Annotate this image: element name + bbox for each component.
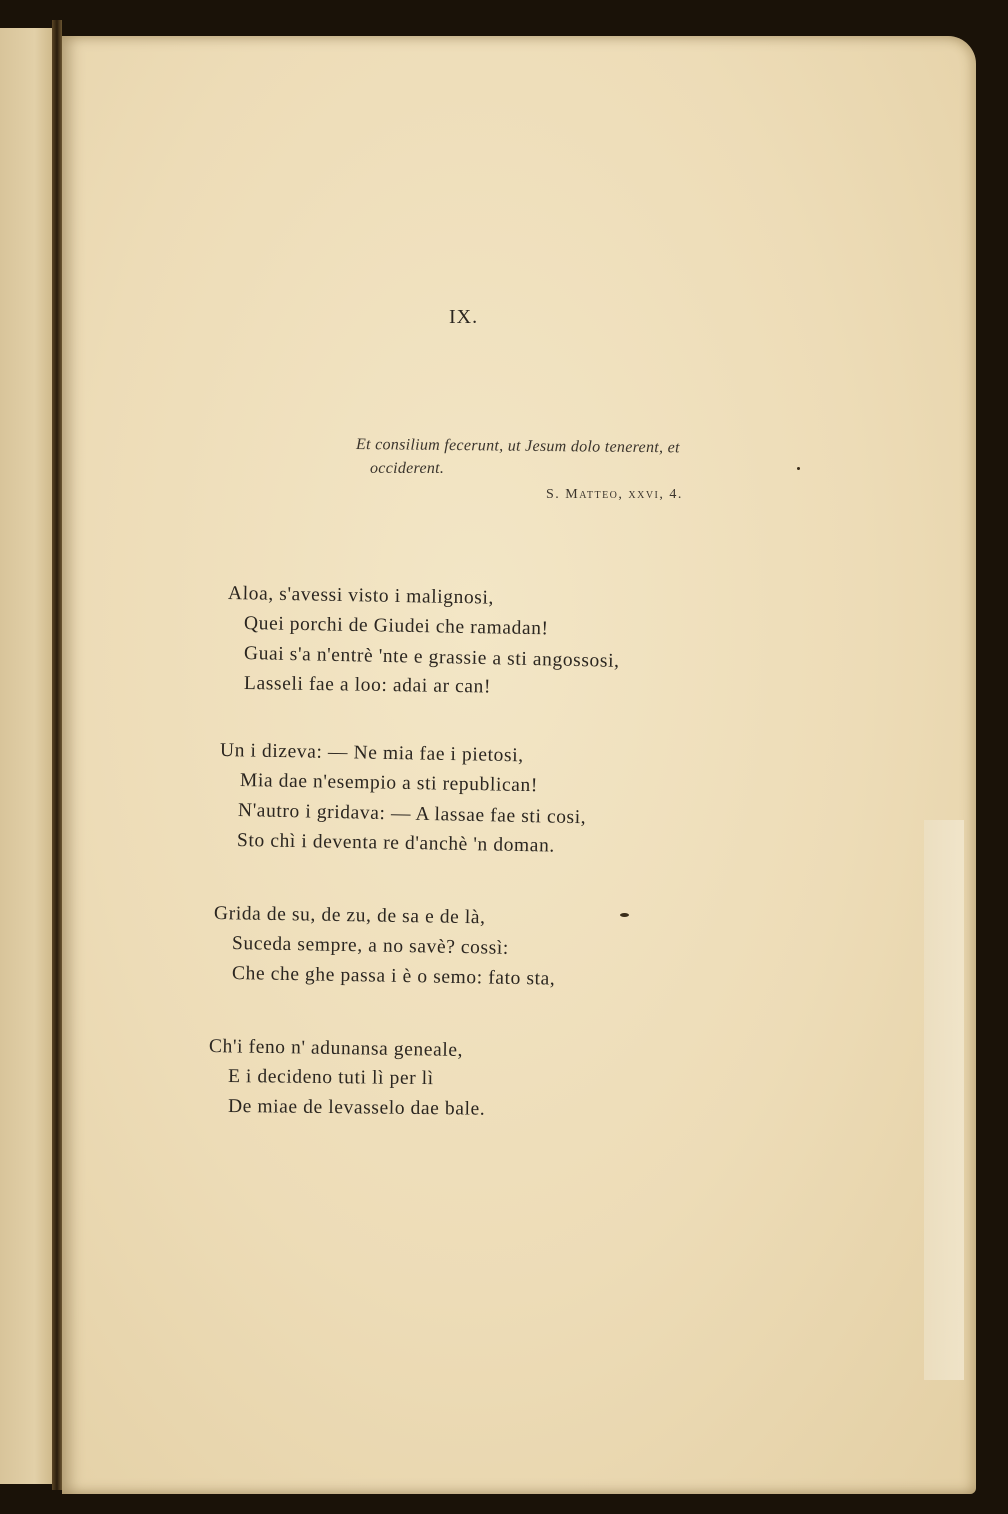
stanza-1-line-1: Aloa, s'avessi visto i malignosi, <box>227 583 495 609</box>
ink-speck <box>797 467 800 470</box>
stanza-1-line-3: Guai s'a n'entrè 'nte e grassie a sti angossosi, <box>243 643 620 672</box>
left-page-edge <box>0 28 60 1484</box>
chapter-number: IX. <box>449 306 479 328</box>
stanza-3-line-1: Grida de su, de zu, de sa e de là, <box>213 903 486 929</box>
stanza-1-line-2: Quei porchi de Giudei che ramadan! <box>243 613 549 640</box>
stanza-4-line-3: De miae de levasselo dae bale. <box>227 1096 486 1120</box>
epigraph-source: S. Matteo, xxvi, 4. <box>546 487 683 502</box>
stanza-2-line-3: N'autro i gridava: — A lassae fae sti cosi, <box>237 800 587 829</box>
ink-speck <box>620 913 629 917</box>
stanza-1-line-4: Lasseli fae a loo: adai ar can! <box>243 673 492 698</box>
stanza-4-line-2: E i decideno tuti lì per lì <box>227 1066 434 1090</box>
stanza-2-line-4: Sto chì i deventa re d'anchè 'n doman. <box>236 830 556 857</box>
page-fold-edge <box>924 820 964 1380</box>
epigraph-line-1: Et consilium fecerunt, ut Jesum dolo tenerent, et <box>355 436 680 457</box>
stanza-4-line-1: Ch'i feno n' adunansa geneale, <box>208 1036 464 1061</box>
stanza-3-line-2: Suceda sempre, a no savè? cossì: <box>231 933 510 959</box>
stanza-3-line-3: Che che ghe passa i è o semo: fato sta, <box>231 963 556 990</box>
book-spine <box>52 20 62 1490</box>
stanza-2-line-2: Mia dae n'esempio a sti republican! <box>239 770 539 797</box>
stanza-2-line-1: Un i dizeva: — Ne mia fae i pietosi, <box>219 740 524 767</box>
epigraph-line-2: occiderent. <box>370 460 445 477</box>
